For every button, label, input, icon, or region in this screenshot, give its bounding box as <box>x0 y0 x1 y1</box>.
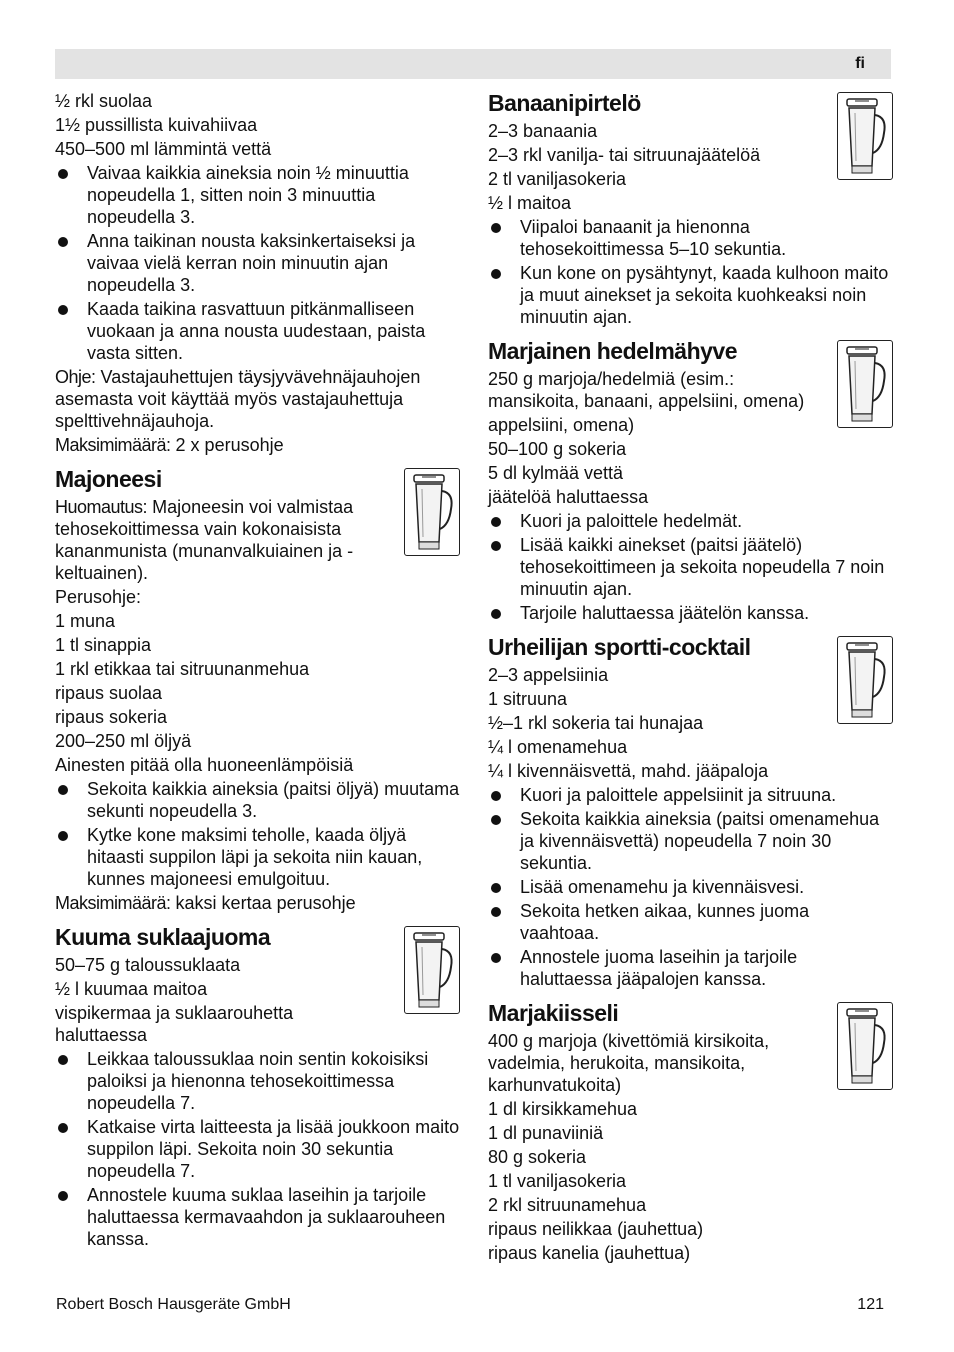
header-bar <box>55 49 891 79</box>
step-item: Viipaloi banaanit ja hienonna tehosekoittimessa 5–10 sekuntia. <box>488 216 893 260</box>
footer-company: Robert Bosch Hausgeräte GmbH <box>56 1296 291 1313</box>
section-kuuma-suklaajuoma <box>55 924 460 1250</box>
max-text: 2 x perusohje <box>175 435 284 455</box>
step-item: Kuori ja paloittele appelsiinit ja sitruuna. <box>488 784 893 806</box>
ingredient-line: 450–500 ml lämmintä vettä <box>55 139 272 159</box>
ingredient-line: 1 tl sinappia <box>55 635 152 655</box>
ingredient-line: 2 tl vaniljasokeria <box>488 169 627 189</box>
ingredient-line: ½ l kuumaa maitoa <box>55 979 208 999</box>
section-majoneesi <box>55 466 460 914</box>
ingredient-line: 200–250 ml öljyä <box>55 731 192 751</box>
ingredient-line: 1½ pussillista kuivahiivaa <box>55 115 258 135</box>
step-item: Tarjoile haluttaessa jäätelön kanssa. <box>488 602 893 624</box>
ingredient-line: Ainesten pitää olla huoneenlämpöisiä <box>55 755 354 775</box>
blender-jug-icon <box>404 926 460 1014</box>
max-amount <box>55 434 460 456</box>
ingredient-line: 250 g marjoja/hedelmiä (esim.: mansikoita, banaani, appelsiini, omena) <box>488 369 805 411</box>
section-urheilijan-sportti-cocktail <box>488 634 893 990</box>
ohje-note <box>55 366 460 432</box>
step-item: Katkaise virta laitteesta ja lisää joukkoon maito suppilon läpi. Sekoita noin 30 sekuntia nopeudella 7. <box>55 1116 460 1182</box>
step-item: Anna taikinan nousta kaksinkertaiseksi ja vaivaa vielä kerran noin minuutin ajan nopeudella 3. <box>55 230 460 296</box>
max-label: Maksimimäärä: <box>55 893 171 913</box>
section-marjainen-hedelmahyve <box>488 338 893 624</box>
page-number: 121 <box>857 1296 884 1313</box>
ingredient-line: 2 rkl sitruunamehua <box>488 1195 647 1215</box>
ingredient-line: Perusohje: <box>55 587 142 607</box>
ingredient-line: 5 dl kylmää vettä <box>488 463 624 483</box>
blender-jug-icon <box>404 468 460 556</box>
ingredient-line: 2–3 appelsiinia <box>488 665 609 685</box>
ingredient-line: ripaus kanelia (jauhettua) <box>488 1243 691 1263</box>
ingredient-line: 1 sitruuna <box>488 689 568 709</box>
ingredient-line: 2–3 rkl vanilja- tai sitruunajäätelöä <box>488 145 761 165</box>
max-amount <box>55 892 460 914</box>
ohje-label: Ohje: <box>55 367 96 387</box>
right-column <box>488 90 893 1266</box>
ingredient-line: ½ l maitoa <box>488 193 572 213</box>
step-item: Vaivaa kaikkia aineksia noin ½ minuuttia nopeudella 1, sitten noin 3 minuuttia nopeudella 3. <box>55 162 460 228</box>
section-title: Urheilijan sportti-cocktail <box>488 634 751 660</box>
note-text: Majoneesin voi valmistaa tehosekoittimessa vain kokonaisista kananmunista (munanvalkuiainen ja -keltuainen). <box>55 497 354 583</box>
section-title: Banaanipirtelö <box>488 90 641 116</box>
ingredient-line: ½–1 rkl sokeria tai hunajaa <box>488 713 704 733</box>
step-item: Kun kone on pysähtynyt, kaada kulhoon maito ja muut ainekset ja sekoita kuohkeaksi noin minuutin ajan. <box>488 262 893 328</box>
ingredient-line: ½ rkl suolaa <box>55 91 153 111</box>
step-item: Annostele kuuma suklaa laseihin ja tarjoile haluttaessa kermavaahdon ja suklaarouheen kanssa. <box>55 1184 460 1250</box>
ingredient-line: vispikermaa ja suklaarouhetta haluttaessa <box>55 1003 294 1045</box>
step-item: Sekoita kaikkia aineksia (paitsi öljyä) muutama sekunti nopeudella 3. <box>55 778 460 822</box>
ohje-text: Vastajauhettujen täysjyvävehnäjauhojen asemasta voit käyttää myös vastajauhettuja spelttivehnäjauhoja. <box>55 367 421 431</box>
max-text: kaksi kertaa perusohje <box>175 893 356 913</box>
ingredient-line: ripaus sokeria <box>55 707 168 727</box>
section-banaanipirtelo <box>488 90 893 328</box>
section-title: Majoneesi <box>55 466 162 492</box>
language-code: fi <box>855 55 865 72</box>
section-title: Kuuma suklaajuoma <box>55 924 271 950</box>
step-item: Kytke kone maksimi teholle, kaada öljyä hitaasti suppilon läpi ja sekoita niin kauan, kunnes majoneesi emulgoituu. <box>55 824 460 890</box>
ingredient-line: 1 dl punaviiniä <box>488 1123 604 1143</box>
step-item: Lisää omenamehu ja kivennäisvesi. <box>488 876 893 898</box>
left-column <box>55 90 460 1252</box>
step-item: Kaada taikina rasvattuun pitkänmalliseen vuokaan ja anna nousta uudestaan, paista vasta sitten. <box>55 298 460 364</box>
ingredient-line: 50–100 g sokeria <box>488 439 627 459</box>
ingredient-line: ripaus neilikkaa (jauhettua) <box>488 1219 704 1239</box>
blender-jug-icon <box>837 1002 893 1090</box>
blender-jug-icon <box>837 340 893 428</box>
step-item: Annostele juoma laseihin ja tarjoile haluttaessa jääpalojen kanssa. <box>488 946 893 990</box>
step-item: Kuori ja paloittele hedelmät. <box>488 510 893 532</box>
ingredient-line: 1 dl kirsikkamehua <box>488 1099 638 1119</box>
ingredient-line: 2–3 banaania <box>488 121 598 141</box>
step-item: Sekoita kaikkia aineksia (paitsi omenamehua ja kivennäisvettä) nopeudella 7 noin 30 sekuntia. <box>488 808 893 874</box>
note-label: Huomautus: <box>55 497 148 517</box>
note <box>55 496 400 584</box>
step-item: Lisää kaikki ainekset (paitsi jäätelö) tehosekoittimeen ja sekoita nopeudella 7 noin minuutin ajan. <box>488 534 893 600</box>
section-marjakiisseli <box>488 1000 893 1264</box>
ingredient-line: ripaus suolaa <box>55 683 163 703</box>
ingredient-line: appelsiini, omena) <box>488 415 635 435</box>
ingredient-line: jäätelöä haluttaessa <box>488 487 649 507</box>
ingredient-line: 400 g marjoja (kivettömiä kirsikoita, vadelmia, herukoita, mansikoita, karhunvatukoita) <box>488 1031 770 1095</box>
ingredient-line: 50–75 g taloussuklaata <box>55 955 241 975</box>
section-title: Marjainen hedelmähyve <box>488 338 737 364</box>
blender-jug-icon <box>837 636 893 724</box>
ingredient-line: 1 muna <box>55 611 116 631</box>
section-title: Marjakiisseli <box>488 1000 619 1026</box>
ingredient-line: ¼ l omenamehua <box>488 737 628 757</box>
intro-lines <box>55 90 460 160</box>
ingredient-line: 1 tl vaniljasokeria <box>488 1171 627 1191</box>
ingredient-line: ¼ l kivennäisvettä, mahd. jääpaloja <box>488 761 769 781</box>
blender-jug-icon <box>837 92 893 180</box>
ingredient-line: 1 rkl etikkaa tai sitruunanmehua <box>55 659 310 679</box>
step-item: Sekoita hetken aikaa, kunnes juoma vaahtoaa. <box>488 900 893 944</box>
step-item: Leikkaa taloussuklaa noin sentin kokoisiksi paloiksi ja hienonna tehosekoittimessa nopeudella 7. <box>55 1048 460 1114</box>
max-label: Maksimimäärä: <box>55 435 171 455</box>
ingredient-line: 80 g sokeria <box>488 1147 587 1167</box>
